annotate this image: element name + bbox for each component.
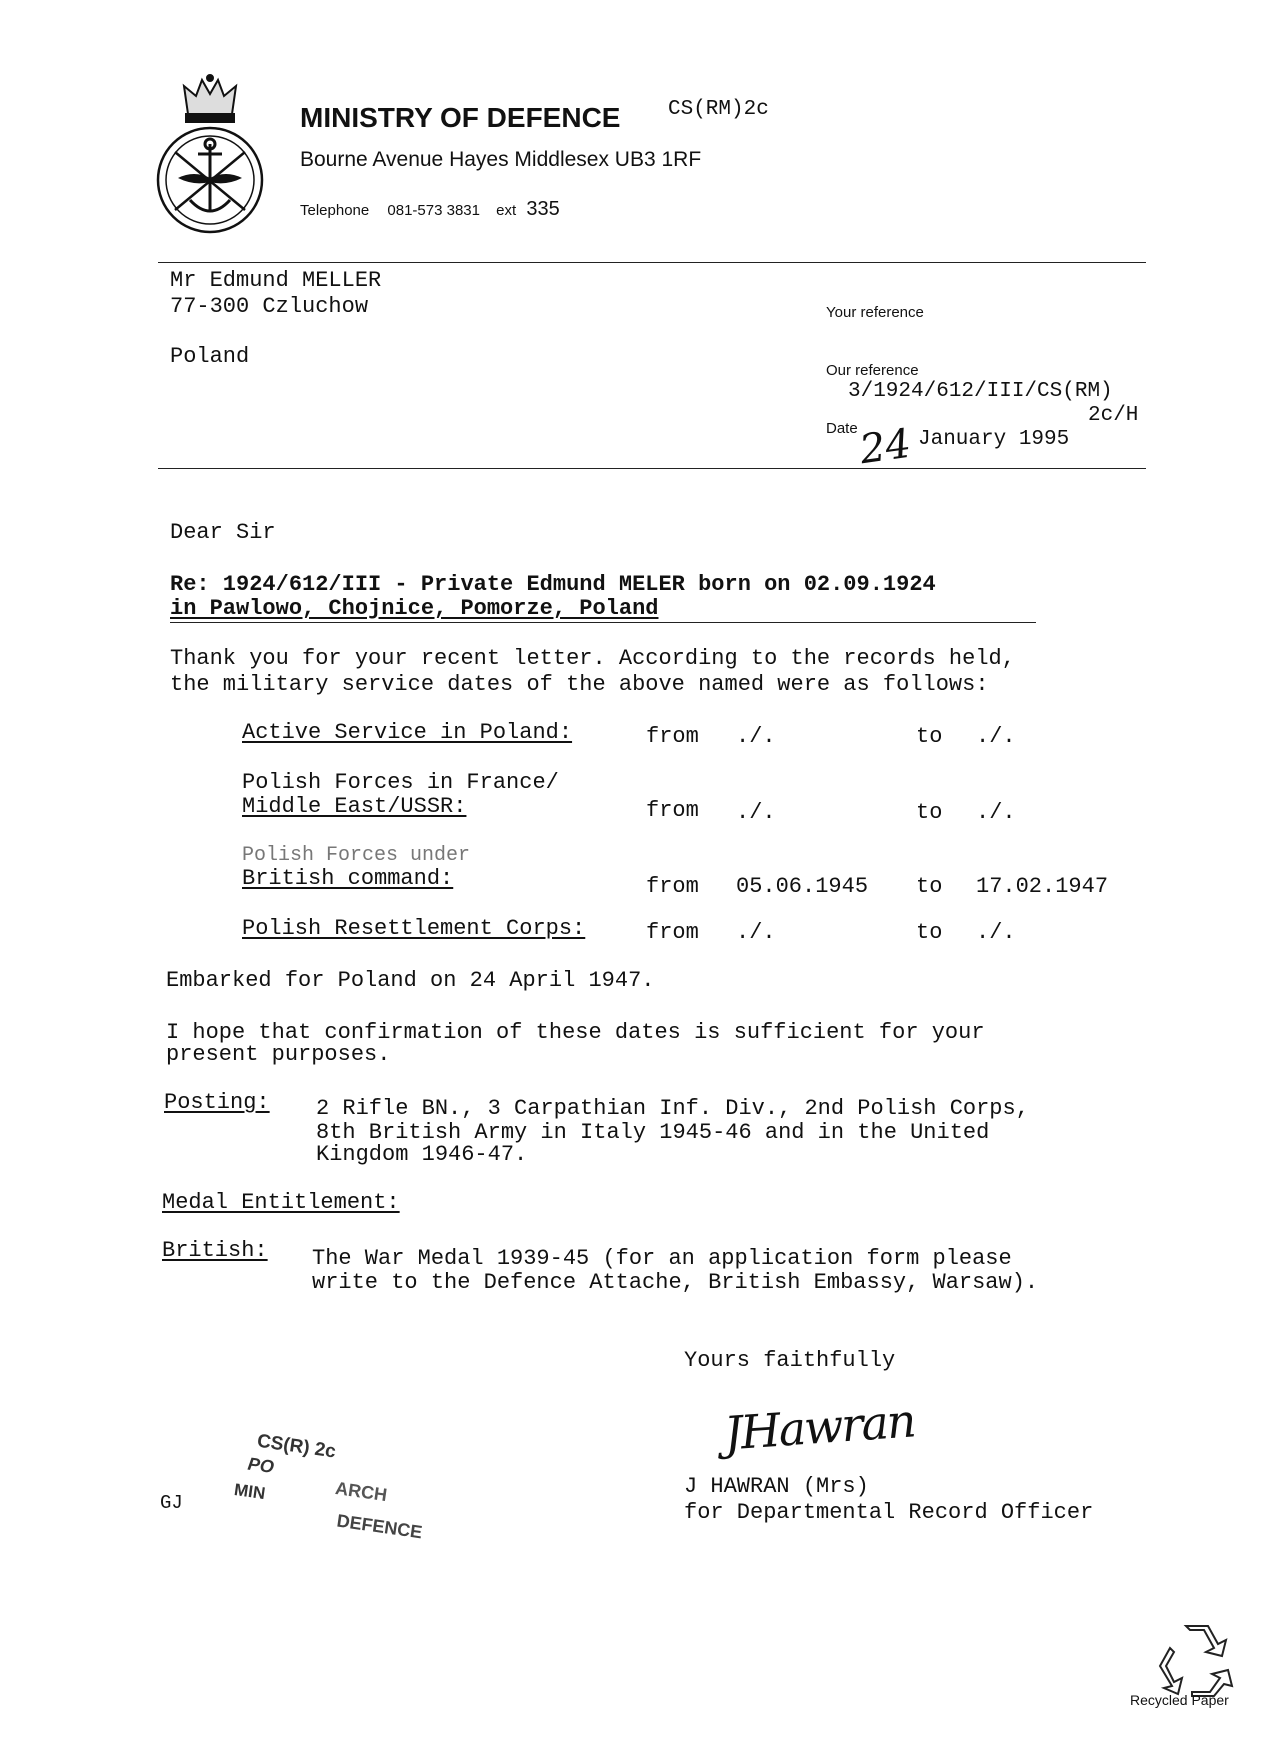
- service-to-label: to: [916, 800, 943, 825]
- service-from-label: from: [646, 724, 699, 749]
- service-from-value: 05.06.1945: [736, 874, 869, 899]
- date-value: January 1995: [918, 428, 1070, 451]
- service-to-label: to: [916, 920, 943, 945]
- your-reference-label: Your reference: [826, 304, 924, 321]
- service-from-label: from: [646, 798, 699, 823]
- header-rule: [158, 262, 1146, 263]
- british-label: British:: [162, 1238, 268, 1263]
- signer-name: J HAWRAN (Mrs): [684, 1474, 869, 1499]
- subject-line-2: in Pawlowo, Chojnice, Pomorze, Poland: [170, 596, 659, 621]
- telephone-label: Telephone: [300, 202, 370, 219]
- stamp-line-3b: DEFENCE: [335, 1510, 424, 1543]
- ext-number: 335: [526, 198, 560, 220]
- service-from-value: ./.: [736, 920, 776, 945]
- our-reference-value-2: 2c/H: [1088, 404, 1139, 427]
- closing: Yours faithfully: [684, 1348, 896, 1373]
- date-label: Date: [826, 420, 858, 437]
- ministry-crest-icon: [150, 72, 270, 244]
- ext-label: ext: [496, 202, 517, 219]
- medal-heading: Medal Entitlement:: [162, 1190, 400, 1215]
- service-to-value: ./.: [976, 920, 1016, 945]
- recipient-city: 77-300 Czluchow: [170, 294, 369, 319]
- recipient-country: Poland: [170, 344, 250, 369]
- signature-handwritten: JHawran: [722, 1393, 917, 1461]
- subject-line-1: Re: 1924/612/III - Private Edmund MELER born on 02.09.1924: [170, 572, 936, 597]
- our-reference-label: Our reference: [826, 362, 919, 379]
- stamp-line-3: MIN: [232, 1479, 267, 1504]
- stamp-line-1: CS(R) 2c: [255, 1430, 338, 1463]
- address-rule: [158, 468, 1146, 469]
- service-label-active: Active Service in Poland:: [242, 720, 573, 745]
- service-from-label: from: [646, 874, 699, 899]
- our-reference-value: 3/1924/612/III/CS(RM): [848, 380, 1113, 403]
- recycle-icon: [1152, 1622, 1242, 1698]
- posting-label: Posting:: [164, 1090, 270, 1115]
- service-to-label: to: [916, 874, 943, 899]
- stamp-line-2: PO: [246, 1453, 276, 1478]
- service-from-value: ./.: [736, 724, 776, 749]
- service-label-british: British command:: [242, 866, 454, 891]
- embarked-line: Embarked for Poland on 24 April 1947.: [166, 968, 655, 993]
- service-label-pre-france: Polish Forces in France/: [242, 770, 559, 795]
- service-label-resettlement: Polish Resettlement Corps:: [242, 916, 586, 941]
- service-from-label: from: [646, 920, 699, 945]
- telephone-number: 081-573 3831: [387, 202, 480, 219]
- salutation: Dear Sir: [170, 520, 276, 545]
- intro-line-2: the military service dates of the above named were as follows:: [170, 672, 989, 697]
- typist-initials: GJ: [160, 1492, 183, 1514]
- hope-line-2: present purposes.: [166, 1042, 391, 1067]
- hope-line-1: I hope that confirmation of these dates is sufficient for your: [166, 1020, 985, 1045]
- stamp-line-2b: ARCH: [334, 1478, 389, 1506]
- service-label-france: Middle East/USSR:: [242, 794, 467, 819]
- telephone-line: [300, 198, 560, 221]
- service-to-value: ./.: [976, 724, 1016, 749]
- office-code: CS(RM)2c: [668, 98, 769, 121]
- service-from-value: ./.: [736, 800, 776, 825]
- posting-line-3: Kingdom 1946-47.: [316, 1142, 528, 1167]
- recycled-paper-label: Recycled Paper: [1130, 1692, 1229, 1708]
- posting-line-2: 8th British Army in Italy 1945-46 and in the United: [316, 1120, 990, 1145]
- signer-title: for Departmental Record Officer: [684, 1500, 1094, 1525]
- date-day-handwritten: 24: [857, 420, 914, 474]
- intro-line-1: Thank you for your recent letter. According to the records held,: [170, 646, 1015, 671]
- posting-line-1: 2 Rifle BN., 3 Carpathian Inf. Div., 2nd Polish Corps,: [316, 1096, 1029, 1121]
- recipient-name: Mr Edmund MELLER: [170, 268, 382, 293]
- org-name: MINISTRY OF DEFENCE: [300, 102, 621, 133]
- org-address: Bourne Avenue Hayes Middlesex UB3 1RF: [300, 148, 702, 171]
- service-to-value: ./.: [976, 800, 1016, 825]
- service-label-pre-british: Polish Forces under: [242, 844, 471, 867]
- subject-underline: [170, 622, 1036, 623]
- office-stamp: [221, 1420, 498, 1595]
- service-to-label: to: [916, 724, 943, 749]
- service-to-value: 17.02.1947: [976, 874, 1109, 899]
- british-line-1: The War Medal 1939-45 (for an application form please: [312, 1246, 1012, 1271]
- british-line-2: write to the Defence Attache, British Embassy, Warsaw).: [312, 1270, 1039, 1295]
